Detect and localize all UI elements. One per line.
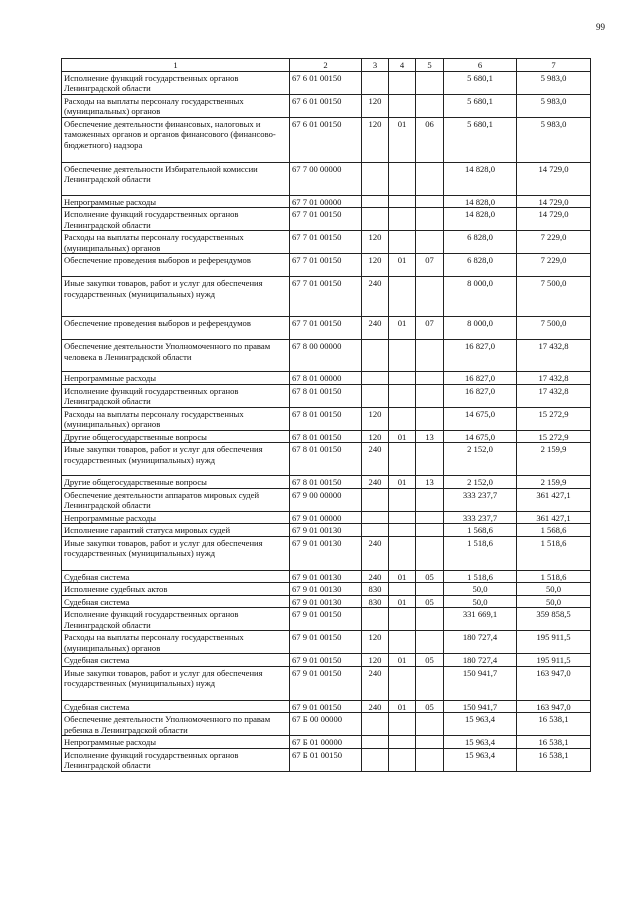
subsection-code: 07 [416,317,444,340]
expense-name: Иные закупки товаров, работ и услуг для обеспечения государственных (муниципальных) нужд [62,443,290,476]
amount-year-2: 2 159,9 [517,443,591,476]
expense-type-code: 830 [362,583,389,596]
amount-year-2: 7 229,0 [517,254,591,277]
table-row [62,277,591,317]
target-code: 67 8 01 00150 [290,384,362,407]
section-code: 01 [389,570,416,583]
amount-year-1: 1 568,6 [444,524,517,537]
subsection-code [416,208,444,231]
subsection-code [416,340,444,372]
table-row [62,443,591,476]
expense-type-code: 240 [362,443,389,476]
amount-year-2: 1 518,6 [517,536,591,570]
amount-year-1: 2 152,0 [444,476,517,489]
amount-year-2: 163 947,0 [517,700,591,713]
column-header: 2 [290,59,362,72]
expense-name: Непрограммные расходы [62,372,290,385]
section-code [389,231,416,254]
expense-type-code: 120 [362,654,389,667]
expense-name: Непрограммные расходы [62,511,290,524]
expense-type-code: 120 [362,254,389,277]
section-code [389,608,416,631]
expense-type-code: 120 [362,430,389,443]
amount-year-2: 7 500,0 [517,317,591,340]
subsection-code [416,71,444,94]
section-code [389,666,416,700]
target-code: 67 9 01 00130 [290,583,362,596]
subsection-code [416,195,444,208]
amount-year-2: 17 432,8 [517,372,591,385]
target-code: 67 9 01 00150 [290,631,362,654]
expense-name: Исполнение функций государственных органов Ленинградской области [62,71,290,94]
table-row [62,666,591,700]
subsection-code [416,384,444,407]
section-code [389,536,416,570]
column-header: 1 [62,59,290,72]
expense-type-code: 240 [362,536,389,570]
amount-year-1: 8 000,0 [444,317,517,340]
column-header: 7 [517,59,591,72]
target-code: 67 Б 01 00000 [290,736,362,749]
table-row [62,407,591,430]
expense-type-code: 240 [362,570,389,583]
target-code: 67 9 01 00000 [290,511,362,524]
target-code: 67 6 01 00150 [290,94,362,117]
target-code: 67 8 01 00150 [290,430,362,443]
expense-name: Судебная система [62,595,290,608]
expense-name: Обеспечение деятельности аппаратов мировых судей Ленинградской области [62,488,290,511]
section-code [389,277,416,317]
amount-year-2: 163 947,0 [517,666,591,700]
expense-name: Исполнение функций государственных органов Ленинградской области [62,384,290,407]
amount-year-1: 333 237,7 [444,488,517,511]
amount-year-1: 6 828,0 [444,231,517,254]
expense-type-code [362,736,389,749]
table-row [62,231,591,254]
section-code: 01 [389,595,416,608]
subsection-code [416,488,444,511]
section-code: 01 [389,654,416,667]
amount-year-1: 2 152,0 [444,443,517,476]
table-row [62,700,591,713]
amount-year-1: 1 518,6 [444,536,517,570]
target-code: 67 7 01 00150 [290,277,362,317]
target-code: 67 8 01 00150 [290,407,362,430]
section-code [389,208,416,231]
table-row [62,536,591,570]
expense-name: Расходы на выплаты персоналу государственных (муниципальных) органов [62,407,290,430]
amount-year-2: 14 729,0 [517,162,591,195]
expense-name: Исполнение функций государственных органов Ленинградской области [62,748,290,771]
amount-year-1: 5 680,1 [444,94,517,117]
amount-year-1: 5 680,1 [444,117,517,162]
section-code [389,713,416,736]
subsection-code: 05 [416,700,444,713]
section-code [389,631,416,654]
target-code: 67 9 01 00130 [290,524,362,537]
amount-year-1: 15 963,4 [444,748,517,771]
column-header: 4 [389,59,416,72]
column-header: 3 [362,59,389,72]
expense-name: Обеспечение деятельности Уполномоченного по правам ребенка в Ленинградской области [62,713,290,736]
table-row [62,713,591,736]
section-code [389,71,416,94]
expense-name: Судебная система [62,654,290,667]
section-code: 01 [389,430,416,443]
subsection-code [416,372,444,385]
table-row [62,117,591,162]
table-row [62,430,591,443]
table-row [62,631,591,654]
expense-type-code [362,162,389,195]
subsection-code: 05 [416,654,444,667]
amount-year-2: 7 229,0 [517,231,591,254]
amount-year-1: 180 727,4 [444,654,517,667]
amount-year-2: 15 272,9 [517,407,591,430]
subsection-code: 07 [416,254,444,277]
section-code: 01 [389,317,416,340]
section-code [389,511,416,524]
expense-name: Обеспечение проведения выборов и референдумов [62,317,290,340]
target-code: 67 9 01 00150 [290,608,362,631]
expense-name: Иные закупки товаров, работ и услуг для обеспечения государственных (муниципальных) нужд [62,536,290,570]
amount-year-1: 15 963,4 [444,736,517,749]
subsection-code: 13 [416,430,444,443]
amount-year-1: 6 828,0 [444,254,517,277]
table-row [62,748,591,771]
target-code: 67 7 01 00150 [290,254,362,277]
amount-year-2: 361 427,1 [517,488,591,511]
amount-year-2: 195 911,5 [517,654,591,667]
target-code: 67 7 01 00150 [290,317,362,340]
amount-year-2: 50,0 [517,595,591,608]
amount-year-2: 16 538,1 [517,748,591,771]
expense-name: Расходы на выплаты персоналу государственных (муниципальных) органов [62,231,290,254]
table-row [62,608,591,631]
subsection-code: 13 [416,476,444,489]
expense-type-code [362,195,389,208]
target-code: 67 7 01 00150 [290,208,362,231]
expense-name: Исполнение гарантий статуса мировых судей [62,524,290,537]
expense-type-code: 120 [362,94,389,117]
column-header: 6 [444,59,517,72]
expense-type-code [362,713,389,736]
amount-year-1: 8 000,0 [444,277,517,317]
table-row [62,162,591,195]
expense-type-code [362,524,389,537]
expense-name: Иные закупки товаров, работ и услуг для обеспечения государственных (муниципальных) нужд [62,666,290,700]
section-code [389,384,416,407]
table-row [62,94,591,117]
amount-year-1: 14 828,0 [444,162,517,195]
amount-year-1: 1 518,6 [444,570,517,583]
section-code [389,195,416,208]
amount-year-1: 14 675,0 [444,430,517,443]
amount-year-1: 50,0 [444,583,517,596]
table-row [62,254,591,277]
amount-year-2: 5 983,0 [517,71,591,94]
expense-name: Расходы на выплаты персоналу государственных (муниципальных) органов [62,631,290,654]
target-code: 67 9 01 00150 [290,666,362,700]
expense-name: Обеспечение деятельности Избирательной комиссии Ленинградской области [62,162,290,195]
amount-year-2: 195 911,5 [517,631,591,654]
table-row [62,583,591,596]
expense-name: Обеспечение проведения выборов и референдумов [62,254,290,277]
subsection-code [416,443,444,476]
target-code: 67 8 01 00150 [290,443,362,476]
expense-type-code: 120 [362,631,389,654]
amount-year-2: 17 432,8 [517,340,591,372]
subsection-code [416,748,444,771]
expense-type-code: 120 [362,407,389,430]
target-code: 67 6 01 00150 [290,117,362,162]
expense-type-code [362,488,389,511]
expense-type-code: 240 [362,317,389,340]
target-code: 67 Б 00 00000 [290,713,362,736]
expense-type-code: 830 [362,595,389,608]
amount-year-1: 150 941,7 [444,666,517,700]
expense-type-code [362,608,389,631]
subsection-code [416,631,444,654]
table-row [62,595,591,608]
section-code: 01 [389,254,416,277]
amount-year-1: 5 680,1 [444,71,517,94]
amount-year-2: 14 729,0 [517,195,591,208]
amount-year-2: 5 983,0 [517,94,591,117]
expense-type-code: 240 [362,277,389,317]
expense-type-code [362,71,389,94]
expense-name: Непрограммные расходы [62,736,290,749]
subsection-code [416,713,444,736]
amount-year-1: 16 827,0 [444,384,517,407]
expense-type-code [362,384,389,407]
subsection-code: 05 [416,595,444,608]
subsection-code [416,162,444,195]
expense-name: Непрограммные расходы [62,195,290,208]
section-code [389,372,416,385]
amount-year-2: 17 432,8 [517,384,591,407]
target-code: 67 7 00 00000 [290,162,362,195]
amount-year-1: 14 828,0 [444,208,517,231]
amount-year-2: 16 538,1 [517,736,591,749]
amount-year-1: 15 963,4 [444,713,517,736]
subsection-code [416,736,444,749]
section-code [389,162,416,195]
table-row [62,476,591,489]
expense-name: Другие общегосударственные вопросы [62,430,290,443]
table-row [62,654,591,667]
section-code [389,443,416,476]
table-row [62,736,591,749]
expense-type-code [362,372,389,385]
table-row [62,208,591,231]
section-code [389,736,416,749]
subsection-code [416,277,444,317]
amount-year-2: 50,0 [517,583,591,596]
section-code [389,407,416,430]
table-header-row [62,59,591,72]
table-row [62,195,591,208]
page-number: 99 [596,22,605,32]
amount-year-1: 16 827,0 [444,340,517,372]
expense-type-code: 120 [362,117,389,162]
subsection-code [416,407,444,430]
amount-year-1: 50,0 [444,595,517,608]
amount-year-1: 14 675,0 [444,407,517,430]
amount-year-1: 180 727,4 [444,631,517,654]
expense-type-code: 240 [362,666,389,700]
target-code: 67 8 00 00000 [290,340,362,372]
amount-year-1: 331 669,1 [444,608,517,631]
target-code: 67 6 01 00150 [290,71,362,94]
table-row [62,488,591,511]
amount-year-2: 5 983,0 [517,117,591,162]
amount-year-2: 15 272,9 [517,430,591,443]
amount-year-2: 361 427,1 [517,511,591,524]
expense-type-code [362,208,389,231]
section-code: 01 [389,476,416,489]
target-code: 67 Б 01 00150 [290,748,362,771]
amount-year-2: 16 538,1 [517,713,591,736]
section-code [389,748,416,771]
expense-type-code [362,511,389,524]
column-header: 5 [416,59,444,72]
target-code: 67 7 01 00150 [290,231,362,254]
expense-type-code [362,748,389,771]
expense-name: Исполнение функций государственных органов Ленинградской области [62,208,290,231]
section-code [389,340,416,372]
table-row [62,372,591,385]
section-code: 01 [389,117,416,162]
amount-year-2: 359 858,5 [517,608,591,631]
section-code [389,524,416,537]
expense-name: Расходы на выплаты персоналу государственных (муниципальных) органов [62,94,290,117]
expense-name: Иные закупки товаров, работ и услуг для обеспечения государственных (муниципальных) нужд [62,277,290,317]
expense-name: Судебная система [62,700,290,713]
subsection-code [416,583,444,596]
target-code: 67 9 00 00000 [290,488,362,511]
subsection-code [416,94,444,117]
section-code [389,488,416,511]
table-row [62,524,591,537]
amount-year-2: 14 729,0 [517,208,591,231]
expense-name: Судебная система [62,570,290,583]
amount-year-1: 14 828,0 [444,195,517,208]
subsection-code: 06 [416,117,444,162]
amount-year-2: 7 500,0 [517,277,591,317]
expense-type-code: 240 [362,700,389,713]
amount-year-1: 16 827,0 [444,372,517,385]
table-row [62,511,591,524]
amount-year-2: 2 159,9 [517,476,591,489]
table-row [62,340,591,372]
section-code: 01 [389,700,416,713]
section-code [389,94,416,117]
target-code: 67 7 01 00000 [290,195,362,208]
target-code: 67 9 01 00130 [290,536,362,570]
budget-table [61,58,591,772]
target-code: 67 8 01 00150 [290,476,362,489]
expense-type-code [362,340,389,372]
table-row [62,570,591,583]
subsection-code [416,536,444,570]
target-code: 67 9 01 00130 [290,570,362,583]
expense-name: Обеспечение деятельности Уполномоченного по правам человека в Ленинградской области [62,340,290,372]
target-code: 67 9 01 00130 [290,595,362,608]
amount-year-2: 1 568,6 [517,524,591,537]
target-code: 67 9 01 00150 [290,700,362,713]
table-row [62,71,591,94]
expense-name: Исполнение функций государственных органов Ленинградской области [62,608,290,631]
target-code: 67 8 01 00000 [290,372,362,385]
amount-year-2: 1 518,6 [517,570,591,583]
expense-name: Обеспечение деятельности финансовых, налоговых и таможенных органов и органов финансового (финансово-бюджетного) надзора [62,117,290,162]
subsection-code [416,666,444,700]
subsection-code: 05 [416,570,444,583]
subsection-code [416,511,444,524]
subsection-code [416,231,444,254]
amount-year-1: 333 237,7 [444,511,517,524]
target-code: 67 9 01 00150 [290,654,362,667]
subsection-code [416,608,444,631]
table-row [62,317,591,340]
expense-name: Другие общегосударственные вопросы [62,476,290,489]
subsection-code [416,524,444,537]
section-code [389,583,416,596]
table-row [62,384,591,407]
expense-type-code: 240 [362,476,389,489]
amount-year-1: 150 941,7 [444,700,517,713]
expense-type-code: 120 [362,231,389,254]
expense-name: Исполнение судебных актов [62,583,290,596]
